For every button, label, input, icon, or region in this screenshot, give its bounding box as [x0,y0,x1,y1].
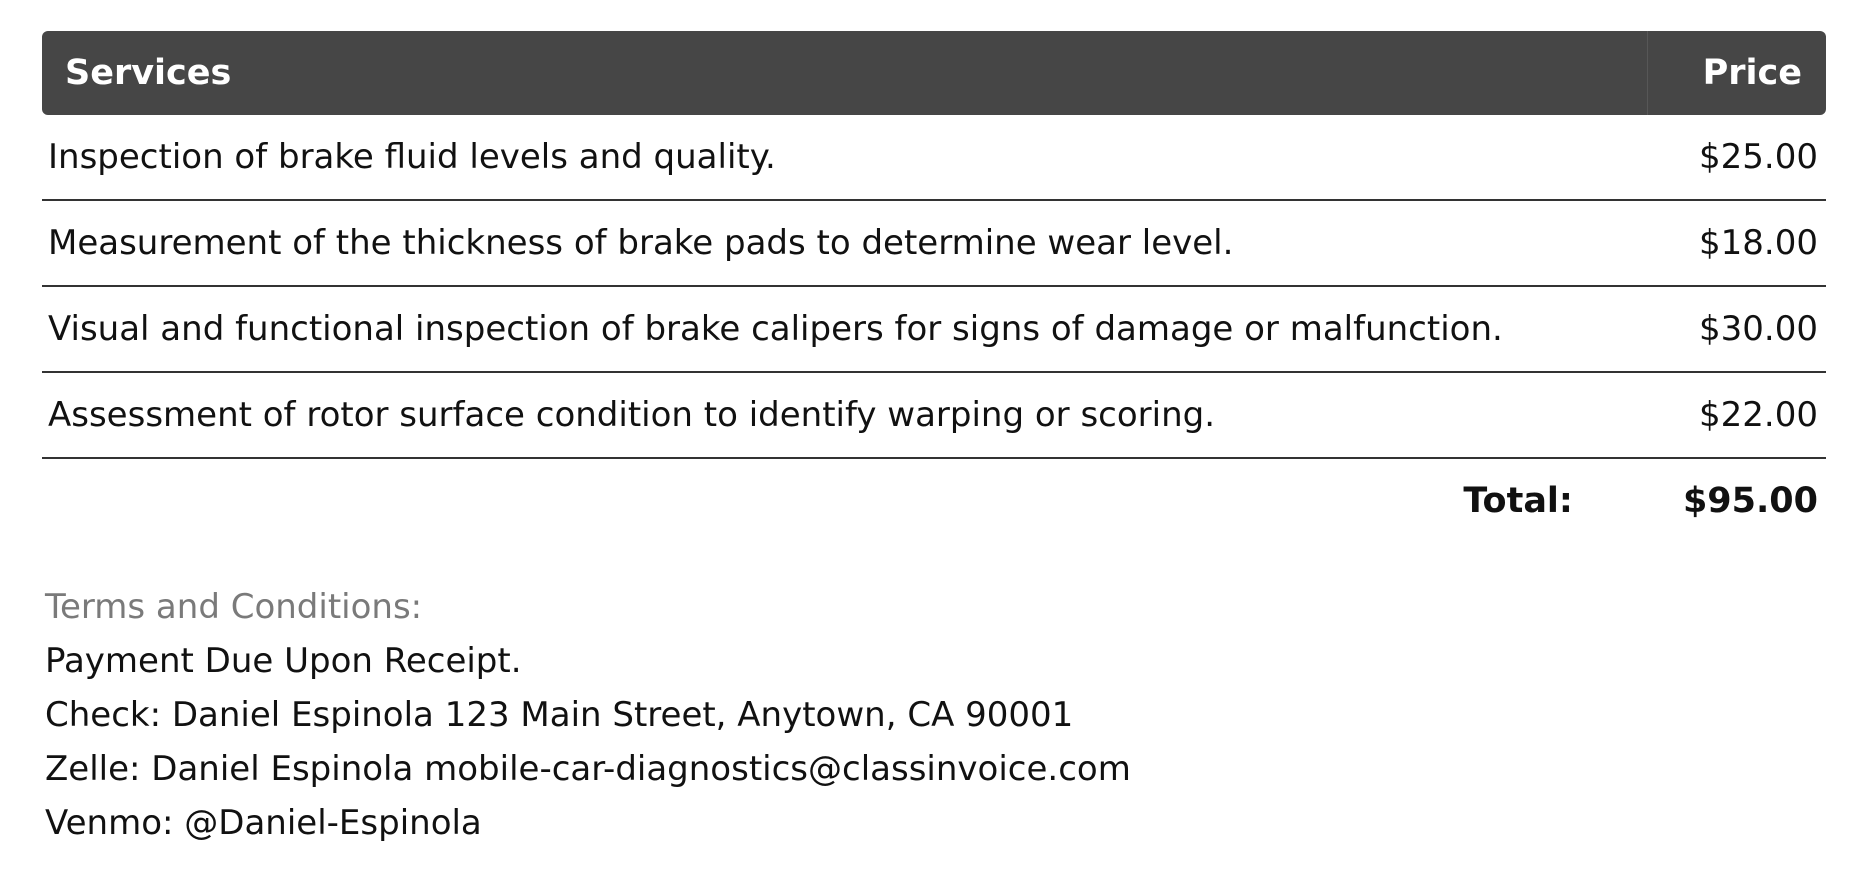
service-price: $18.00 [1699,223,1818,263]
service-description: Visual and functional inspection of brake calipers for signs of damage or malfunction. [48,309,1503,349]
terms-line-check: Check: Daniel Espinola 123 Main Street, Anytown, CA 90001 [45,695,1074,735]
total-row [42,459,1826,543]
service-description: Inspection of brake fluid levels and quality. [48,137,776,177]
services-column-header: Services [42,31,1648,115]
price-column-header: Price [1702,53,1802,93]
terms-line-zelle: Zelle: Daniel Espinola mobile-car-diagnostics@classinvoice.com [45,749,1131,789]
table-row [42,115,1826,201]
table-header [42,31,1826,115]
table-row [42,201,1826,287]
table-row [42,287,1826,373]
service-price: $25.00 [1699,137,1818,177]
total-value: $95.00 [1682,481,1818,521]
table-row [42,373,1826,459]
services-table [42,31,1826,543]
terms-title: Terms and Conditions: [45,587,423,627]
service-price: $22.00 [1699,395,1818,435]
terms-line-venmo: Venmo: @Daniel-Espinola [45,803,482,843]
terms-line-payment: Payment Due Upon Receipt. [45,641,522,681]
service-price: $30.00 [1699,309,1818,349]
service-description: Measurement of the thickness of brake pads to determine wear level. [48,223,1234,263]
total-label: Total: [1463,481,1573,521]
service-description: Assessment of rotor surface condition to identify warping or scoring. [48,395,1216,435]
terms-section [45,580,1131,850]
